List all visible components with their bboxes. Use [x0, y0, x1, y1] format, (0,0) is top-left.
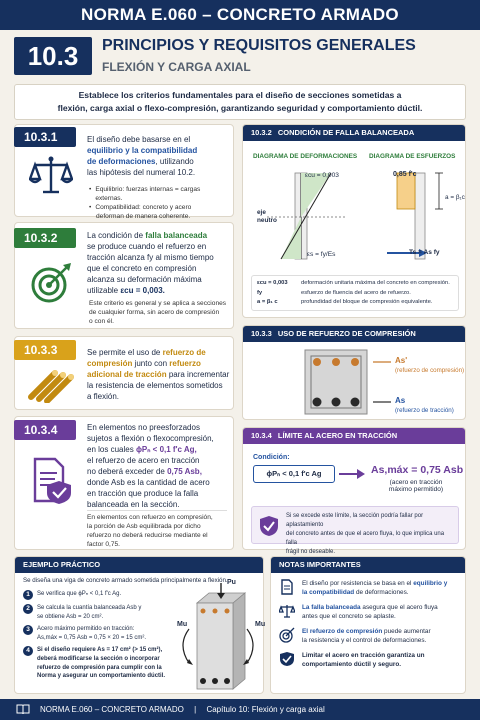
section-number: 10.3 — [14, 37, 92, 75]
note-highlight: El refuerzo de compresión — [302, 628, 383, 635]
legend-key: a = β₁ c — [257, 299, 278, 305]
note-highlight: la compatibilidad — [302, 589, 355, 596]
steel-bars-icon — [27, 367, 75, 403]
card-text: se produce cuando el refuerzo en — [87, 242, 207, 251]
diagram-label: DIAGRAMA DE DEFORMACIONES — [253, 153, 358, 160]
warning-text: Si se excede este límite, la sección podría fallar por aplastamiento — [286, 513, 424, 528]
scale-balance-icon — [29, 153, 73, 197]
panel-compression-reinforcement — [242, 325, 466, 420]
card-text: en tracción que produce la falla — [87, 489, 199, 498]
card-text: que el concreto en compresión — [87, 264, 197, 273]
result-desc-line: máximo permitido) — [388, 486, 444, 493]
card-10-3-1 — [14, 124, 234, 220]
as-prime-label: As' — [395, 356, 408, 365]
ecu-label: εcu = 0,003 — [305, 172, 339, 179]
max-steel-result: As,máx = 0,75 Asb — [371, 464, 464, 476]
card-note: o con él. — [89, 318, 114, 325]
card-note: la porción de Asb equilibrada por dicho — [87, 523, 201, 530]
result-desc-line: (acero en tracción — [389, 479, 443, 486]
highlight: refuerzo de — [162, 348, 206, 357]
note-text: El diseño por resistencia se basa en el — [302, 580, 412, 587]
highlight: equilibrio y la compatibilidad — [87, 146, 198, 155]
beam-3d-diagram — [175, 583, 261, 691]
highlight: ϕPₙ < 0,1 f'c Ag, — [135, 445, 197, 454]
example-step: Se calcula la cuantía balanceada Asb y — [37, 605, 142, 611]
example-panel: EJEMPLO PRÁCTICO Se diseña una viga de concreto armado sometida principalmente a flexión. 1 Se verifica que ϕPₙ < 0,1 f'c Ag. 2 Se calcula la cuantía balanceada Asb y se obtiene Asb = 20 cm². 3 Acero máximo permitido en tracción: As,máx = 0,75 Asb = 0,75 × 20 = 15 cm². 4 Si el diseño requiere As = 17 cm² (> 15 cm²), deberá modificarse la sección o incorporar refuerzo de compresión para cumplir con la Norma y asegurar un comportamiento dúctil. Pu Mu Mu — [14, 556, 264, 694]
legend-key: εcu = 0,003 — [257, 280, 288, 286]
note-text: comportamiento dúctil y seguro. — [302, 661, 402, 668]
panel-balanced-failure — [242, 124, 466, 318]
notes-panel — [270, 556, 466, 694]
page-header: NORMA E.060 – CONCRETO ARMADO — [0, 0, 480, 30]
card-10-3-3 — [14, 336, 234, 410]
panel-number: 10.3.4 — [251, 431, 272, 440]
highlight: 0,75 Asb, — [167, 467, 202, 476]
example-step: Se verifica que ϕPₙ < 0,1 f'c Ag. — [37, 591, 122, 597]
neutral-axis-label: eje — [257, 209, 266, 216]
balance-icon — [279, 603, 295, 619]
example-step: Si el diseño requiere As = 17 cm² (> 15 cm²), — [37, 647, 163, 654]
legend-value: esfuerzo de fluencia del acero de refuerzo. — [301, 289, 411, 296]
panel-tension-limit — [242, 427, 466, 555]
note-text: antes que el concreto se aplaste. — [302, 613, 396, 620]
example-intro: Se diseña una viga de concreto armado sometida principalmente a flexión. — [23, 577, 228, 584]
highlight: falla balanceada — [145, 231, 208, 240]
card-text: a flexión. — [87, 392, 120, 401]
card-note: de cualquier forma, sin acero de compresión — [89, 309, 220, 316]
card-text: las hipótesis del numeral 10.2. — [87, 168, 196, 177]
note-text: puede aumentar — [384, 628, 431, 635]
condition-formula: ϕPₙ < 0,1 f'c Ag — [253, 465, 335, 483]
highlight: adicional de tracción — [87, 370, 167, 379]
diagram-legend — [251, 275, 459, 311]
card-text: junto con — [134, 359, 168, 368]
example-step: Acero máximo permitido en tracción: — [37, 626, 135, 633]
highlight: εcu = 0,003. — [120, 286, 165, 295]
panel-number: 10.3.2 — [251, 128, 272, 137]
panel-title: CONDICIÓN DE FALLA BALANCEADA — [277, 128, 415, 137]
pu-label: Pu — [227, 579, 236, 586]
footer-right: Capítulo 10: Flexión y carga axial — [206, 705, 325, 714]
bullet-item: • Compatibilidad: concreto y acero — [95, 204, 192, 211]
footer-separator: | — [194, 705, 197, 714]
note-text: Limitar el acero en tracción garantiza un — [302, 652, 425, 659]
card-note: factor 0,75. — [87, 541, 120, 548]
card-10-3-2 — [14, 222, 234, 329]
shield-check-icon — [259, 515, 279, 537]
panel-title: LÍMITE AL ACERO EN TRACCIÓN — [277, 431, 398, 440]
pointer-arrows — [371, 360, 393, 404]
highlight: de deformaciones — [87, 157, 156, 166]
result-desc — [381, 479, 451, 493]
note-text: la resistencia y el control de deformaciones. — [302, 637, 427, 644]
beam-section-diagram — [303, 348, 369, 416]
card-text: , utilizando — [155, 157, 194, 166]
intro-box — [14, 84, 466, 120]
card-text: el refuerzo de acero en tracción — [87, 456, 200, 465]
note-highlight: equilibrio y — [413, 580, 448, 587]
a-label: a = β₁c — [445, 194, 465, 201]
highlight: refuerzo — [169, 359, 201, 368]
card-text: sujetos a flexión o flexocompresión, — [87, 434, 214, 443]
example-step: refuerzo de compresión para cumplir con la — [37, 664, 162, 671]
as-desc: (refuerzo de tracción) — [395, 407, 454, 414]
footer-left: NORMA E.060 – CONCRETO ARMADO — [40, 705, 184, 714]
mu-label-right: Mu — [255, 621, 266, 628]
card-text: La condición de — [87, 231, 144, 240]
card-text: Se permite el uso de — [87, 348, 161, 357]
bullet-item: • Equilibrio: fuerzas internas = cargas externas. — [95, 186, 201, 202]
warning-box — [251, 506, 459, 555]
notes-title: NOTAS IMPORTANTES — [271, 557, 465, 573]
note-text: de deformaciones. — [355, 589, 409, 596]
legend-key: fy — [257, 289, 263, 296]
highlight: compresión — [87, 359, 133, 368]
example-step: Norma y asegurar un comportamiento dúctil. — [37, 673, 166, 680]
card-text: En elementos no preesforzados — [87, 423, 200, 432]
shield-check-icon — [279, 651, 295, 667]
card-text: balanceada en la sección. — [87, 500, 180, 509]
document-shield-icon — [29, 457, 73, 505]
card-note: En elementos con refuerzo en compresión, — [87, 514, 213, 521]
card-text: El diseño debe basarse en el — [87, 135, 191, 144]
card-text: en los cuales — [87, 445, 134, 454]
panel-title: USO DE REFUERZO DE COMPRESIÓN — [277, 329, 416, 338]
card-number: 10.3.3 — [14, 340, 76, 360]
legend-value: profundidad del bloque de compresión equivalente. — [301, 299, 433, 305]
arrow-right-icon — [339, 468, 365, 480]
card-note: Este criterio es general y se aplica a secciones — [89, 300, 227, 307]
legend-value: deformación unitaria máxima del concreto en compresión. — [301, 280, 450, 286]
neutral-axis-label: neutro — [257, 217, 277, 224]
card-text: para incrementar — [168, 370, 230, 379]
target-icon — [29, 261, 73, 305]
card-10-3-4 — [14, 416, 234, 550]
card-number: 10.3.1 — [14, 127, 76, 147]
card-text: alcanza su deformación máxima — [87, 275, 202, 284]
es-label: εs = fy/Es — [307, 251, 336, 258]
example-step: As,máx = 0,75 Asb = 0,75 × 20 = 15 cm². — [37, 634, 147, 641]
card-text: utilizable — [87, 286, 119, 295]
as-label: As — [395, 396, 406, 405]
ts-label: Ts = As fy — [409, 249, 440, 256]
example-step: deberá modificarse la sección o incorporar — [37, 655, 160, 662]
card-number: 10.3.4 — [14, 420, 76, 440]
condition-label: Condición: — [253, 454, 290, 461]
card-text: donde Asb es la cantidad de acero — [87, 478, 210, 487]
page-footer — [0, 699, 480, 720]
example-title: EJEMPLO PRÁCTICO — [15, 557, 263, 573]
note-text: asegura que el acero fluya — [362, 604, 438, 611]
book-icon — [16, 704, 30, 715]
bullet-item: deforman de manera coherente. — [96, 213, 191, 220]
fc-label: 0,85 f'c — [393, 171, 417, 178]
mu-label-left: Mu — [177, 621, 188, 628]
panel-number: 10.3.3 — [251, 329, 272, 338]
card-text: tracción alcanza fy al mismo tiempo — [87, 253, 214, 262]
note-highlight: La falla balanceada — [302, 604, 361, 611]
card-text: la resistencia de elementos sometidos — [87, 381, 223, 390]
intro-line: Establece los criterios fundamentales para el diseño de secciones sometidas a — [78, 90, 402, 100]
warning-text: frágil no deseable. — [286, 549, 336, 555]
target-icon — [279, 627, 295, 643]
diagram-label: DIAGRAMA DE ESFUERZOS — [369, 153, 456, 160]
warning-text: del concreto antes de que el acero fluya, lo que implica una falla — [286, 531, 445, 546]
as-prime-desc: (refuerzo de compresión) — [395, 367, 465, 374]
example-step: se obtiene Asb = 20 cm². — [37, 613, 104, 620]
card-note: refuerzo no deberá reducirse mediante el — [87, 532, 208, 539]
intro-line: flexión, carga axial o flexo-compresión, garantizando seguridad y comportamiento dúctil. — [57, 103, 423, 113]
section-title: PRINCIPIOS Y REQUISITOS GENERALES — [102, 37, 416, 54]
section-subtitle: FLEXIÓN Y CARGA AXIAL — [102, 60, 251, 74]
card-text: no deberá exceder de — [87, 467, 165, 476]
document-icon — [279, 579, 295, 595]
card-number: 10.3.2 — [14, 228, 76, 248]
